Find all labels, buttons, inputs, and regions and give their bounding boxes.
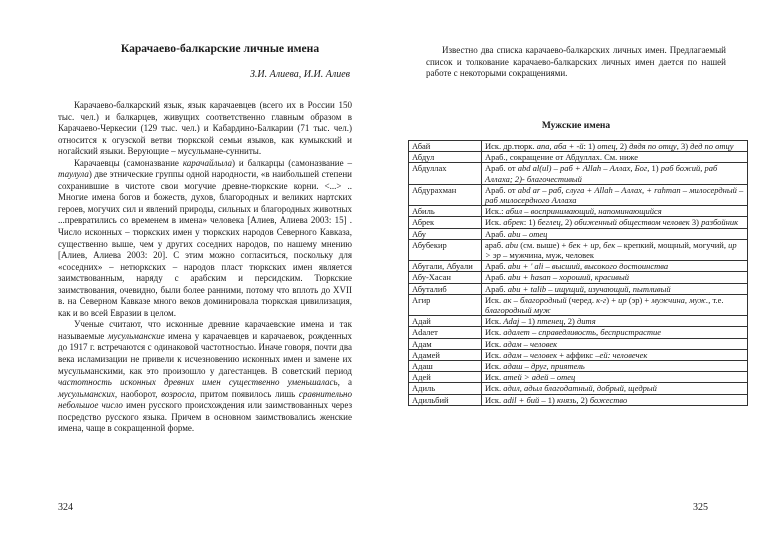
italic-text: abu + hasan – хороший, красивый	[507, 272, 629, 283]
intro-paragraph	[426, 45, 726, 80]
italic-text: abd al(ul) – раб + Allah – Аллах, Бог	[517, 163, 648, 174]
definition-cell	[482, 316, 748, 327]
table-row	[409, 206, 748, 217]
italic-text: таулула	[58, 169, 89, 180]
italic-text: ир	[618, 294, 627, 305]
italic-text: отец	[597, 141, 616, 151]
article-authors: З.И. Алиева, И.И. Алиев	[249, 69, 350, 80]
italic-text: дед по отцу	[690, 141, 734, 151]
text-run: Араб. от	[485, 184, 518, 195]
table-row	[409, 394, 748, 405]
italic-text: адил, адыл благодатный, добрый, щедрый	[503, 383, 657, 394]
name-cell: Абуталиб	[409, 283, 482, 294]
intro-text: Известно два списка карачаево-балкарских личных имен. Предлагаемый список и толкование карачаево-балкарских личных имен дается по нашей работе с некоторыми сокращениями.	[426, 45, 726, 79]
italic-text: ир > эр	[485, 239, 737, 261]
text-run: – 1)	[539, 394, 557, 405]
italic-text: абил – воспринимающий, напоминающийся	[505, 206, 662, 217]
italic-text: мусульманских	[58, 388, 115, 399]
definition-cell	[482, 206, 748, 217]
italic-text: разбойник	[701, 217, 739, 228]
name-cell: Абу-Хасан	[409, 272, 482, 283]
definition-cell	[482, 327, 748, 338]
table-row	[409, 184, 748, 205]
italic-text: частотность исконных древних имен существенно уменьшалась	[58, 377, 338, 388]
text-run: ) две этнические группы одной народности, «в наибольшей степени сохранившие в чистоте свои могучие древне-тюркские корни. <...> .. Многие имена богов и божеств, духов, благородных и великих нартских героев, могучих сил и явлений природы, сильных и благородных животных ...превратились со временем в имена» человека [Алиев, Алиева 2003: 15] . Число исконных – тюркских имен у тюркских народов Северного Кавказа, существенно выше, чем у других соседних народов, по нашему мнению [Алиев, Алиева 2003: 20]. С этим можно согласиться, поскольку для «соседних» – нетюркских – народов пласт тюркских имен является заимствованным, наряду с арабским и персидским. Тюркские заимствования, очевидно, были более ранними, потому что вплоть до XVII в. на Северном Кавказе много веков доминировала тюркская цивилизация, как и во всей Евразии в целом.	[58, 169, 352, 318]
definition-cell	[482, 372, 748, 383]
italic-text: ак – благородный	[503, 294, 567, 305]
names-table-body	[409, 141, 748, 406]
italic-text: адалет – справедливость, беспристрастие	[503, 327, 662, 338]
table-row	[409, 327, 748, 338]
table-row	[409, 261, 748, 272]
italic-text: ей: человечек	[599, 349, 648, 360]
text-run: , 1)	[647, 163, 661, 174]
article-body	[58, 100, 352, 435]
italic-text: князь	[557, 394, 577, 405]
italic-text: божество	[589, 394, 628, 405]
text-run: имена у карачаевцев и карачаевок, рожденных до 1917 г. встречаются с одинаковой частотностью. Иначе говоря, почти два века исламизации не привели к исчезновению исконных имен и замене их мусульманскими, как это произошло у дагестанцев. В советский период	[58, 330, 352, 376]
text-run: Иск.	[485, 338, 504, 349]
definition-cell	[482, 338, 748, 349]
table-row	[409, 239, 748, 260]
name-cell: Абубекир	[409, 239, 482, 260]
italic-text: беглец	[537, 217, 561, 228]
italic-text: abu – отец	[507, 228, 548, 239]
italic-text: Adaj	[503, 316, 520, 327]
definition-cell	[482, 239, 748, 260]
text-run: Иск.	[485, 349, 504, 360]
italic-text: атей > адей – отец	[503, 372, 576, 383]
italic-text: возросла	[161, 388, 195, 399]
italic-text: бек + ир, бек	[568, 239, 616, 250]
text-run: – 1)	[519, 316, 538, 327]
text-run: Араб.	[485, 283, 508, 294]
definition-cell	[482, 383, 748, 394]
name-cell: Адаш	[409, 361, 482, 372]
name-cell: Абиль	[409, 206, 482, 217]
text-run: : 1)	[583, 141, 598, 151]
name-cell: Абугали, Абуали	[409, 261, 482, 272]
italic-text: апа, аба + -й	[536, 141, 584, 151]
text-run: Араб., сокращение от Абдуллах. См. ниже	[485, 152, 639, 163]
text-run: – мужчина, муж, человек	[500, 250, 594, 261]
definition-cell	[482, 217, 748, 228]
table-row	[409, 163, 748, 184]
text-run: Ученые считают, что исконные древние карачаевские имена и так называемые	[58, 319, 352, 341]
definition-cell	[482, 361, 748, 372]
name-cell: Адиль	[409, 383, 482, 394]
text-run: Иск.	[485, 294, 504, 305]
text-run: , 2)	[615, 141, 630, 151]
italic-text: сравнительно небольшое число	[58, 388, 353, 411]
text-run: , 2)	[576, 394, 590, 405]
name-cell: Абдурахман	[409, 184, 482, 205]
italic-text: к-г	[596, 294, 607, 305]
text-run: Араб.	[485, 228, 508, 239]
body-paragraph	[58, 158, 352, 320]
text-run: , притом появилось лишь	[194, 388, 299, 399]
italic-text: abu + talib – ищущий, изучающий, пытливый	[507, 283, 671, 294]
name-cell: Абдул	[409, 152, 482, 163]
name-cell: Агир	[409, 294, 482, 315]
name-cell: Абдуллах	[409, 163, 482, 184]
table-row	[409, 283, 748, 294]
names-table	[408, 140, 748, 406]
table-row	[409, 372, 748, 383]
name-cell: Адильбий	[409, 394, 482, 405]
definition-cell	[482, 394, 748, 405]
table-row	[409, 316, 748, 327]
page-number-right: 325	[693, 502, 708, 513]
table-row	[409, 294, 748, 315]
text-run: , 2)	[563, 316, 577, 327]
text-run: , наоборот,	[114, 388, 162, 399]
text-run: Карачаево-балкарский язык, язык карачаевцев (всего их в России 150 тыс. чел.) и балкарцев, живущих соответственно главным образом в Карачаево-Черкесии (129 тыс. чел.) и Кабардино-Балкарии (71 тыс. чел.) относится к огузской ветви тюркской семьи языков, как кумыкский и ногайский языки. Верующие – мусульмане-сунниты.	[58, 100, 352, 157]
table-row	[409, 383, 748, 394]
text-run: + аффикс –	[557, 349, 600, 360]
body-paragraph	[58, 100, 352, 158]
name-cell: Адай	[409, 316, 482, 327]
definition-cell	[482, 184, 748, 205]
text-run: : 1)	[523, 217, 538, 228]
text-run: , т.е.	[708, 294, 724, 305]
table-row	[409, 217, 748, 228]
italic-text: адаш – друг, приятель	[503, 361, 585, 372]
text-run: Иск. др.тюрк.	[485, 141, 537, 151]
text-run: Карачаевцы (самоназвание	[74, 157, 183, 168]
text-run: Иск.	[485, 394, 504, 405]
italic-text: благородный муж	[485, 305, 551, 316]
name-cell: Адей	[409, 372, 482, 383]
definition-cell	[482, 261, 748, 272]
name-cell: Адамей	[409, 349, 482, 360]
italic-text: дядя по отцу	[629, 141, 677, 151]
italic-text: обиженный обществом человек	[574, 217, 690, 228]
italic-text: мусульманские	[107, 330, 165, 341]
name-cell: Адам	[409, 338, 482, 349]
page-number-left: 324	[58, 502, 73, 513]
text-run: (эр) +	[626, 294, 652, 305]
italic-text: раб божий, раб Аллаха; 2)- благочестивый	[485, 163, 718, 184]
italic-text: адам – человек	[503, 338, 558, 349]
italic-text: adil + бий	[503, 394, 540, 405]
italic-text: птенец	[537, 316, 564, 327]
name-cell: Абрек	[409, 217, 482, 228]
body-paragraph	[58, 319, 352, 434]
text-run: Иск.:	[485, 206, 506, 217]
italic-text: адам – человек	[503, 349, 558, 360]
italic-text: abu	[505, 239, 519, 250]
name-cell: Абу	[409, 228, 482, 239]
table-row	[409, 141, 748, 152]
italic-text: мужчина, муж.	[651, 294, 709, 305]
text-run: имен русского происхождения или заимствованных через посредство русского языка. Причем в основном заимствовались женские имена, чаще в сокращенной форме.	[58, 400, 353, 434]
name-cell: Adaлет	[409, 327, 482, 338]
text-run: Араб.	[485, 272, 508, 283]
definition-cell	[482, 272, 748, 283]
definition-cell	[482, 283, 748, 294]
text-run: ) и балкарцы (самоназвание –	[232, 157, 352, 168]
text-run: Араб.	[485, 261, 508, 272]
definition-cell	[482, 152, 748, 163]
right-page	[384, 0, 768, 543]
table-row	[409, 361, 748, 372]
text-run: , 2)	[560, 217, 575, 228]
table-row	[409, 349, 748, 360]
text-run: 3)	[689, 217, 702, 228]
text-run: Иск.	[485, 327, 504, 338]
italic-text: абрек	[503, 217, 524, 228]
text-run: (см. выше) +	[518, 239, 569, 250]
name-cell: Абай	[409, 141, 482, 152]
text-run: араб.	[485, 239, 506, 250]
text-run: , 3)	[676, 141, 691, 151]
definition-cell	[482, 228, 748, 239]
text-run: Иск.	[485, 383, 504, 394]
article-title: Карачаево-балкарские личные имена	[120, 42, 320, 55]
table-title: Мужские имена	[541, 121, 611, 131]
table-row	[409, 338, 748, 349]
text-run: Араб. от	[485, 163, 518, 174]
text-run: Иск.	[485, 316, 504, 327]
definition-cell	[482, 294, 748, 315]
text-run: – крепкий, мощный, могучий,	[615, 239, 729, 250]
text-run: Иск.	[485, 372, 504, 383]
definition-cell	[482, 349, 748, 360]
table-row	[409, 152, 748, 163]
italic-text: abd ar – раб, слуга + Allah – Аллах, + rahman – милосердный – раб милосердного Аллаха	[485, 184, 744, 206]
table-row	[409, 228, 748, 239]
italic-text: дитя	[576, 316, 596, 327]
text-run: Иск.	[485, 217, 504, 228]
text-run: (черед.	[566, 294, 597, 305]
text-run: Иск.	[485, 361, 504, 372]
italic-text: abu + ' ali – высший, высокого достоинства	[507, 261, 669, 272]
table-row	[409, 272, 748, 283]
definition-cell	[482, 141, 748, 152]
text-run: , а	[337, 377, 352, 388]
italic-text: карачайлыла	[182, 157, 233, 168]
text-run: ) +	[606, 294, 619, 305]
definition-cell	[482, 163, 748, 184]
